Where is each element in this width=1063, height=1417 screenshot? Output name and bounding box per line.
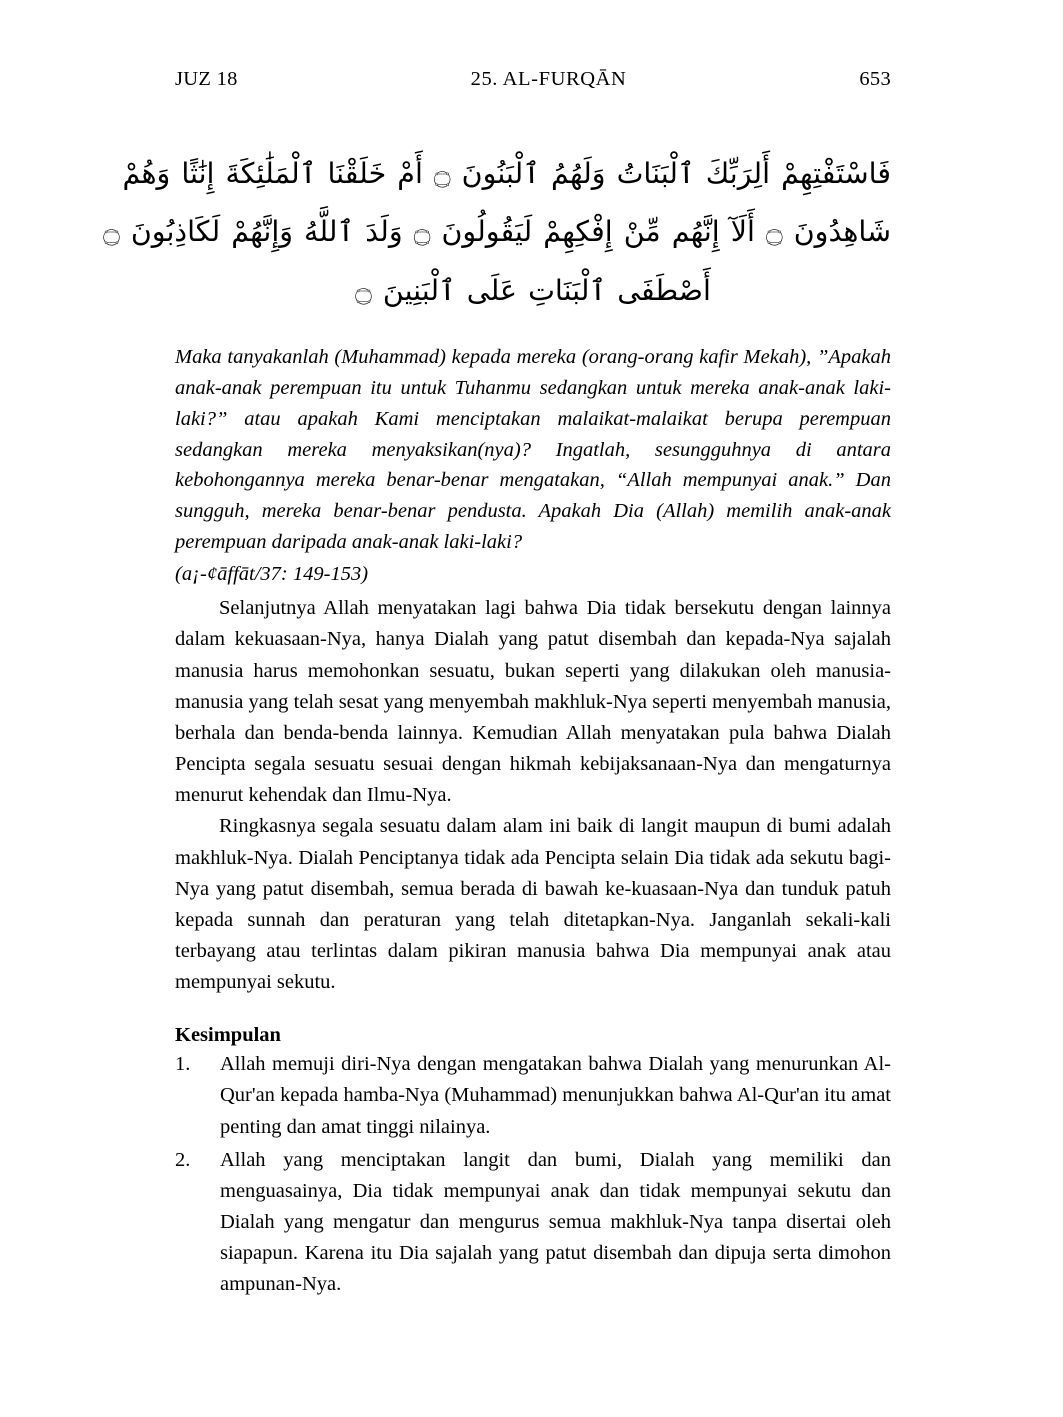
verse-reference: (a¡-¢āffāt/37: 149-153) [175,562,369,585]
arabic-verse-block [103,145,891,320]
list-item-marker: 1. [175,1053,191,1076]
body-paragraph: Ringkasnya segala sesuatu dalam alam ini baik di langit maupun di bumi adalah makhluk-Nya. Dialah Penciptanya tidak ada Pencipta selain Dia tidak ada sekutu bagi-Nya yang patut disembah, semua berada di bawah ke-kuasaan-Nya dan tunduk patuh kepada sunnah dan peraturan yang telah ditetapkan-Nya. Janganlah sekali-kali terbayang atau terlintas dalam pikiran manusia bahwa Dia mempunyai anak atau mempunyai sekutu. [175,815,891,994]
list-item-marker: 2. [175,1148,191,1171]
page-number: 653 [859,68,891,90]
juz-label: JUZ 18 [175,68,238,90]
arabic-line-2: شَاهِدُونَ ۝ أَلَآ إِنَّهُم مِّنْ إِفْكِهِمْ لَيَقُولُونَ ۝ وَلَدَ ٱللَّهُ وَإِنَّهُمْ لَكَاذِبُونَ ۝ [103,215,891,249]
surah-title: 25. AL-FURQĀN [470,68,627,90]
section-title-kesimpulan: Kesimpulan [175,1024,281,1047]
list-item-text: Allah yang menciptakan langit dan bumi, Dialah yang memiliki dan menguasainya, Dia tidak mempunyai anak dan tidak mempunyai sekutu dan Dialah yang mengatur dan mengurus semua makhluk-Nya tanpa disertai oleh siapapun. Karena itu Dia sajalah yang patut disembah dan dipuja serta dimohon ampunan-Nya. [220,1148,891,1296]
list-item-text: Allah memuji diri-Nya dengan mengatakan bahwa Dialah yang menurunkan Al-Qur'an kepada hamba-Nya (Muhammad) menunjukkan bahwa Al-Qur'an itu amat penting dan amat tinggi nilainya. [220,1053,891,1138]
page-content [103,68,891,1303]
list-item [175,1145,891,1301]
translation-block [175,342,891,589]
running-head [175,68,891,91]
arabic-line-3: أَصْطَفَى ٱلْبَنَاتِ عَلَى ٱلْبَنِينَ ۝ [355,273,711,307]
translation-text: Maka tanyakanlah (Muhammad) kepada mereka (orang-orang kafir Mekah), ”Apakah anak-anak perempuan itu untuk Tuhanmu sedangkan untuk mereka anak-anak laki-laki?” atau apakah Kami menciptakan malaikat-malaikat berupa perempuan sedangkan mereka menyaksikan(nya)? Ingatlah, sesungguhnya di antara kebohongannya mereka benar-benar mengatakan, “Allah mempunyai anak.” Dan sungguh, mereka benar-benar pendusta. Apakah Dia (Allah) memilih anak-anak perempuan daripada anak-anak laki-laki? [175,346,891,553]
body-paragraph: Selanjutnya Allah menyatakan lagi bahwa Dia tidak bersekutu dengan lainnya dalam kekuasaan-Nya, hanya Dialah yang patut disembah dan kepada-Nya sajalah manusia harus memohonkan sesuatu, bukan seperti yang dilakukan oleh manusia-manusia yang telah sesat yang menyembah makhluk-Nya seperti menyembah manusia, berhala dan benda-benda lainnya. Kemudian Allah menyatakan pula bahwa Dialah Pencipta segala sesuatu sesuai dengan hikmah kebijaksanaan-Nya dan mengaturnya menurut kehendak dan Ilmu-Nya. [175,597,891,807]
list-item [175,1049,891,1142]
conclusion-list [175,1049,891,1300]
arabic-line-1: فَاسْتَفْتِهِمْ أَلِرَبِّكَ ٱلْبَنَاتُ وَلَهُمُ ٱلْبَنُونَ ۝ أَمْ خَلَقْنَا ٱلْمَلَٰئِكَةَ إِنَٰثًا وَهُمْ [122,157,891,190]
